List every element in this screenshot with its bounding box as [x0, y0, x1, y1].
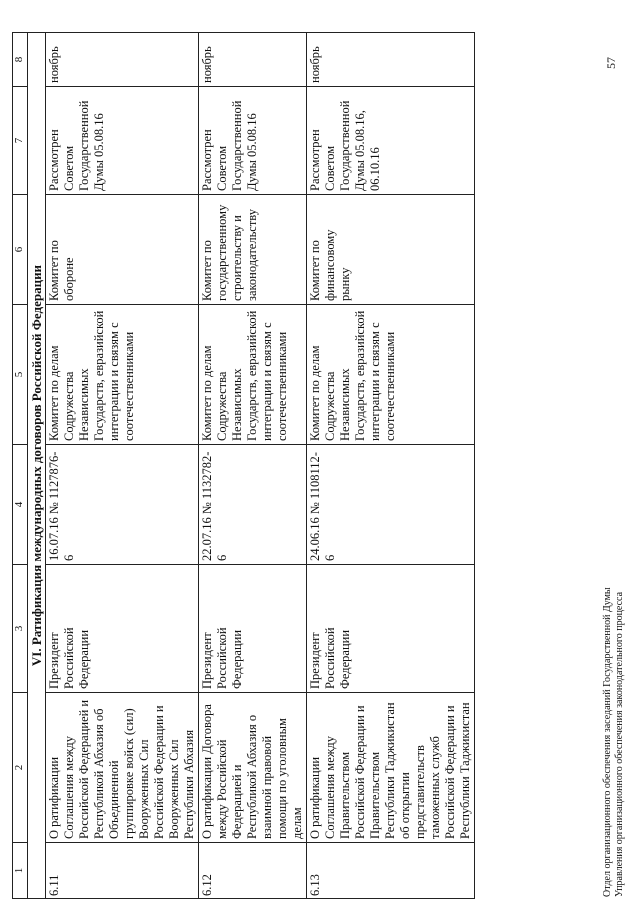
- page-footer: [602, 587, 626, 897]
- status: Рассмотрен Советом Государственной Думы 05.08.16: [46, 87, 199, 195]
- main-committee: Комитет по делам Содружества Независимых Государств, евразийской интеграции и связям с соотечественниками: [46, 305, 199, 445]
- co-committee: Комитет по государственному строительству и законодательству: [199, 195, 307, 305]
- row-number: 6.11: [46, 843, 199, 899]
- row-number: 6.12: [199, 843, 307, 899]
- initiator: Президент Российской Федерации: [199, 565, 307, 693]
- table-row: [199, 33, 307, 899]
- initiator: Президент Российской Федерации: [46, 565, 199, 693]
- main-committee: Комитет по делам Содружества Независимых Государств, евразийской интеграции и связям с соотечественниками: [307, 305, 475, 445]
- co-committee: Комитет по финансовому рынку: [307, 195, 475, 305]
- legislation-table: [12, 32, 475, 899]
- column-number: 3: [13, 565, 28, 693]
- column-number: 5: [13, 305, 28, 445]
- main-committee: Комитет по делам Содружества Независимых Государств, евразийской интеграции и связям с соотечественниками: [199, 305, 307, 445]
- table-row: [46, 33, 199, 899]
- bill-title: О ратификации Соглашения между Российской Федерацией и Республикой Абхазия об Объединенной группировке войск (сил) Вооруженных Сил Российской Федерации и Вооруженных Сил Республики Абхазия: [46, 693, 199, 843]
- column-number: 1: [13, 843, 28, 899]
- registration: 22.07.16 № 1132782-6: [199, 445, 307, 565]
- column-number-row: [13, 33, 28, 899]
- section-title-row: [28, 33, 46, 899]
- bill-title: О ратификации Соглашения между Правительством Российской Федерации и Правительством Республики Таджикистан об открытии представительств таможенных служб Российской Федерации и Республики Таджикистан: [307, 693, 475, 843]
- bill-title: О ратификации Договора между Российской Федерацией и Республикой Абхазия о взаимной правовой помощи по уголовным делам: [199, 693, 307, 843]
- co-committee: Комитет по обороне: [46, 195, 199, 305]
- column-number: 2: [13, 693, 28, 843]
- section-title: VI. Ратификация международных договоров Российской Федерации: [28, 33, 46, 899]
- status: Рассмотрен Советом Государственной Думы 05.08.16: [199, 87, 307, 195]
- initiator: Президент Российской Федерации: [307, 565, 475, 693]
- page-number: 57: [604, 57, 618, 69]
- footer-line-2: Управления организационного обеспечения законодательного процесса: [614, 591, 625, 897]
- month: ноябрь: [307, 33, 475, 87]
- column-number: 8: [13, 33, 28, 87]
- status: Рассмотрен Советом Государственной Думы 05.08.16, 06.10.16: [307, 87, 475, 195]
- registration: 24.06.16 № 1108112-6: [307, 445, 475, 565]
- column-number: 7: [13, 87, 28, 195]
- column-number: 6: [13, 195, 28, 305]
- footer-line-1: Отдел организационного обеспечения заседаний Государственной Думы: [602, 587, 613, 897]
- row-number: 6.13: [307, 843, 475, 899]
- column-number: 4: [13, 445, 28, 565]
- registration: 16.07.16 № 1127876-6: [46, 445, 199, 565]
- table-row: [307, 33, 475, 899]
- month: ноябрь: [46, 33, 199, 87]
- month: ноябрь: [199, 33, 307, 87]
